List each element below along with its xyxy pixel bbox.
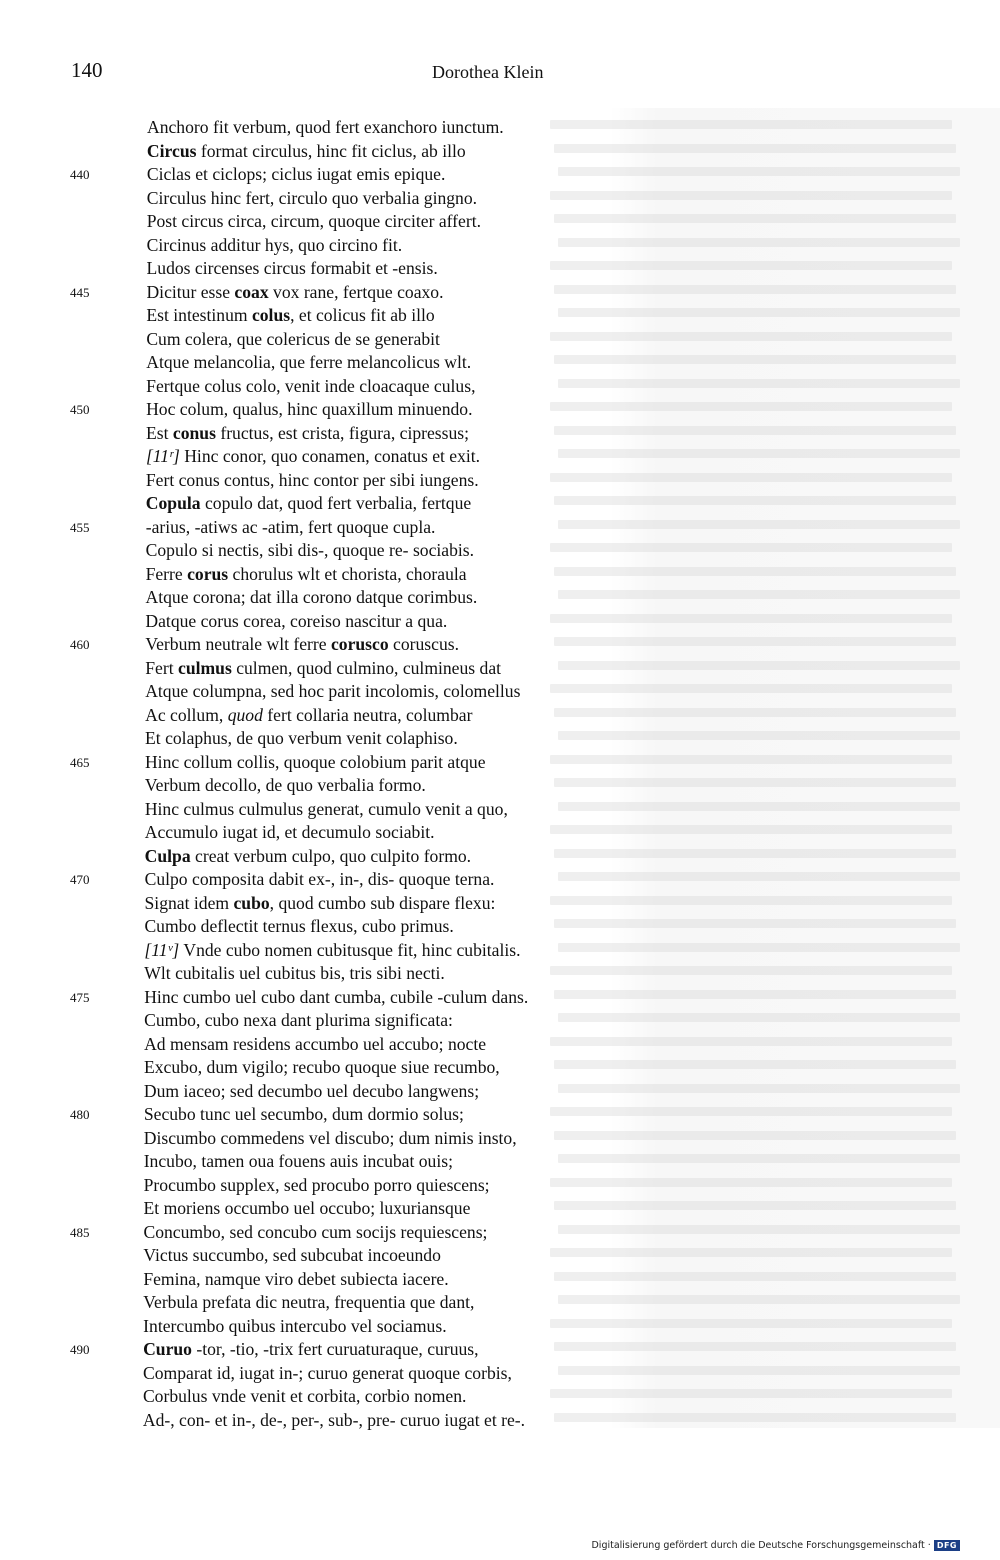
- text-run: Signat idem: [144, 892, 234, 913]
- line-number: 485: [70, 1224, 90, 1240]
- lemma-bold: Copula: [145, 493, 201, 513]
- text-run: coruscus.: [388, 634, 459, 654]
- verse-line: [0, 140, 1000, 164]
- lemma-bold: cubo: [233, 892, 270, 913]
- verse-line: [0, 422, 1000, 446]
- line-number: 460: [70, 637, 90, 652]
- verse-line: [0, 868, 1000, 892]
- verse-text-line: [147, 140, 466, 164]
- verse-text-line: [143, 1291, 474, 1315]
- text-run: , et colicus fit ab illo: [290, 305, 435, 325]
- line-number: 465: [70, 754, 90, 770]
- text-run: Incubo, tamen oua fouens auis incubat ouis;: [143, 1151, 453, 1171]
- verse-text-line: [145, 892, 496, 916]
- text-run: Est: [146, 422, 173, 443]
- text-run: Hoc colum, qualus, hinc quaxillum minuendo.: [146, 399, 473, 419]
- verse-line: [0, 1268, 1000, 1292]
- line-number: 450: [70, 402, 90, 417]
- verse-text-line: [146, 375, 475, 399]
- verse-line: [0, 516, 1000, 540]
- verse-line: [0, 304, 1000, 328]
- text-run: Ciclas et ciclops; ciclus iugat emis epique.: [146, 164, 446, 184]
- text-run: Dicitur esse: [146, 281, 235, 302]
- verse-text-line: [146, 516, 436, 540]
- text-run: Anchoro fit verbum, quod fert exanchoro iunctum.: [147, 117, 504, 137]
- verse-line: [0, 1197, 1000, 1221]
- verse-line: [0, 1338, 1000, 1362]
- verse-text-line: [146, 492, 471, 516]
- text-run: Ac collum,: [145, 704, 228, 725]
- italic-note: quod: [227, 704, 263, 725]
- text-run: Dum iaceo; sed decumbo uel decubo langwens;: [143, 1080, 480, 1101]
- verse-text-line: [144, 1009, 453, 1033]
- text-run: Ad-, con- et in-, de-, per-, sub-, pre- curuo iugat et re-.: [142, 1409, 526, 1430]
- verse-line: [0, 1009, 1000, 1033]
- verse-text-line: [143, 1362, 512, 1386]
- verse-text-line: [145, 751, 486, 775]
- text-run: Cumbo, cubo nexa dant plurima significata:: [144, 1010, 453, 1030]
- verse-line: [0, 704, 1000, 728]
- verse-line: [0, 1315, 1000, 1339]
- verse-text-line: [147, 163, 446, 187]
- text-run: Secubo tunc uel secumbo, dum dormio solus;: [143, 1104, 464, 1124]
- italic-note: [11ʳ]: [145, 446, 180, 466]
- verse-text-line: [143, 1409, 525, 1433]
- lemma-bold: Culpa: [144, 845, 191, 866]
- verse-text-line: [146, 469, 479, 493]
- text-run: Atque columpna, sed hoc parit incolomis, colomellus: [145, 681, 521, 701]
- verse-line: [0, 1033, 1000, 1057]
- text-run: Atque melancolia, que ferre melancolicus wlt.: [146, 352, 472, 372]
- verse-line: [0, 469, 1000, 493]
- text-run: -tor, -tio, -trix fert curuaturaque, curuus,: [191, 1339, 479, 1359]
- verse-line: [0, 257, 1000, 281]
- text-run: Hinc cumbo uel cubo dant cumba, cubile -culum dans.: [144, 986, 529, 1007]
- verse-text-line: [144, 1174, 490, 1198]
- verse-text-line: [146, 422, 469, 446]
- text-run: Circulus hinc fert, circulo quo verbalia gingno.: [146, 187, 478, 208]
- verse-text-line: [145, 657, 501, 681]
- verse-line: [0, 1409, 1000, 1433]
- verse-text-line: [147, 234, 403, 258]
- verse-text-line: [146, 445, 480, 469]
- text-run: Verbula prefata dic neutra, frequentia que dant,: [143, 1292, 475, 1312]
- text-run: format circulus, hinc fit ciclus, ab illo: [196, 140, 466, 161]
- verse-line: [0, 163, 1000, 187]
- text-run: Ludos circenses circus formabit et -ensis.: [146, 258, 438, 278]
- running-head: Dorothea Klein: [432, 62, 544, 82]
- verse-line: [0, 680, 1000, 704]
- verse-text-line: [146, 586, 478, 610]
- verse-line: [0, 845, 1000, 869]
- text-run: Cumbo deflectit ternus flexus, cubo primus.: [144, 916, 454, 936]
- text-run: Et moriens occumbo uel occubo; luxuriansque: [143, 1198, 471, 1218]
- text-run: Verbum neutrale wlt ferre: [145, 634, 331, 654]
- verse-text-line: [145, 727, 458, 751]
- lemma-bold: culmus: [178, 657, 232, 678]
- verse-line: [0, 986, 1000, 1010]
- footer-credit: Digitalisierung gefördert durch die Deutsche Forschungsgemeinschaft · DFG: [591, 1540, 960, 1551]
- verse-line: [0, 281, 1000, 305]
- verse-line: [0, 351, 1000, 375]
- text-run: , quod cumbo sub dispare flexu:: [269, 892, 496, 913]
- line-number: 490: [70, 1342, 90, 1357]
- verse-line: [0, 1244, 1000, 1268]
- verse-text-line: [143, 1338, 478, 1362]
- text-run: Circinus additur hys, quo circino fit.: [146, 234, 403, 255]
- verse-text-line: [146, 351, 471, 375]
- verse-line: [0, 633, 1000, 657]
- verse-text-line: [145, 821, 435, 845]
- verse-line: [0, 798, 1000, 822]
- text-run: Hinc culmus culmulus generat, cumulo venit a quo,: [144, 798, 508, 819]
- verse-line: [0, 563, 1000, 587]
- verse-text-line: [145, 774, 426, 798]
- verse-line: [0, 1080, 1000, 1104]
- text-run: Hinc collum collis, quoque colobium parit atque: [144, 751, 486, 772]
- verse-text-line: [146, 398, 472, 422]
- verse-line: [0, 1174, 1000, 1198]
- verse-text-line: [147, 187, 477, 211]
- verse-text-line: [144, 1127, 517, 1151]
- verse-line: [0, 1362, 1000, 1386]
- verse-text-line: [146, 539, 474, 563]
- verse-text-line: [147, 257, 438, 281]
- verse-line: [0, 821, 1000, 845]
- text-run: Fert: [145, 657, 179, 678]
- text-run: Wlt cubitalis uel cubitus bis, tris sibi necti.: [144, 963, 445, 983]
- text-run: Et colaphus, de quo verbum venit colaphiso.: [145, 728, 458, 748]
- verse-text-line: [143, 1268, 448, 1292]
- text-run: fert collaria neutra, columbar: [262, 704, 473, 725]
- text-run: Discumbo commedens vel discubo; dum nimis insto,: [143, 1127, 517, 1148]
- verse-text-line: [143, 1315, 446, 1339]
- verse-line: [0, 234, 1000, 258]
- verse-line: [0, 1291, 1000, 1315]
- verse-line: [0, 375, 1000, 399]
- line-number: 475: [70, 989, 90, 1005]
- verse-line: [0, 1150, 1000, 1174]
- verse-text-line: [146, 304, 434, 328]
- verse-text-line: [144, 962, 445, 986]
- verse-line: [0, 1056, 1000, 1080]
- verse-line: [0, 398, 1000, 422]
- verse-text-line: [144, 1033, 486, 1057]
- text-run: Cum colera, que colericus de se generabit: [146, 328, 440, 349]
- verse-line: [0, 751, 1000, 775]
- verse-text-line: [144, 915, 453, 939]
- text-run: Intercumbo quibus intercubo vel sociamus.: [143, 1315, 447, 1336]
- verse-text-line: [146, 281, 443, 305]
- verse-text-line: [144, 986, 528, 1010]
- verse-line: [0, 657, 1000, 681]
- text-run: Post circus circa, circum, quoque circiter affert.: [146, 211, 481, 231]
- text-run: Fert conus contus, hinc contor per sibi iungens.: [145, 469, 479, 490]
- verse-line: [0, 539, 1000, 563]
- verse-line: [0, 1127, 1000, 1151]
- footer-text: Digitalisierung gefördert durch die Deutsche Forschungsgemeinschaft: [591, 1540, 925, 1551]
- text-run: Hinc conor, quo conamen, conatus et exit.: [179, 446, 481, 466]
- text-run: Accumulo iugat id, et decumulo sociabit.: [144, 822, 435, 842]
- text-run: vox rane, fertque coaxo.: [268, 281, 444, 302]
- verse-text-line: [145, 845, 471, 869]
- lemma-bold: Curuo: [143, 1339, 192, 1359]
- text-run: Victus succumbo, sed subcubat incoeundo: [143, 1245, 441, 1265]
- text-run: Vnde cubo nomen cubitusque fit, hinc cubitalis.: [179, 939, 521, 960]
- verse-text-line: [145, 680, 520, 704]
- text-run: -arius, -atiws ac -atim, fert quoque cupla.: [145, 516, 436, 537]
- verse-line: [0, 774, 1000, 798]
- text-run: Atque corona; dat illa corono datque corimbus.: [145, 587, 478, 607]
- line-number: 480: [70, 1107, 90, 1122]
- text-run: Procumbo supplex, sed procubo porro quiescens;: [143, 1174, 490, 1195]
- text-run: fructus, est crista, figura, cipressus;: [215, 422, 470, 443]
- lemma-bold: colus: [251, 305, 291, 325]
- lemma-bold: coax: [234, 281, 269, 302]
- verse-line: [0, 445, 1000, 469]
- line-number: 455: [70, 519, 90, 535]
- text-run: Ad mensam residens accumbo uel accubo; nocte: [144, 1033, 487, 1054]
- dfg-logo: DFG: [934, 1540, 960, 1551]
- verse-text-line: [147, 116, 504, 140]
- line-number: 470: [70, 872, 90, 887]
- text-run: Copulo si nectis, sibi dis-, quoque re- sociabis.: [145, 540, 475, 560]
- text-run: Comparat id, iugat in-; curuo generat quoque corbis,: [143, 1362, 512, 1383]
- verse-text-line: [145, 610, 447, 634]
- verse-text-line: [145, 633, 459, 657]
- lemma-bold: corusco: [330, 634, 389, 654]
- text-run: creat verbum culpo, quo culpito formo.: [190, 845, 472, 866]
- verse-text-line: [143, 1221, 487, 1245]
- text-run: copulo dat, quod fert verbalia, fertque: [200, 493, 472, 513]
- verse-text-line: [144, 1056, 500, 1080]
- verse-text-line: [144, 1103, 464, 1127]
- verse-text-line: [147, 210, 481, 234]
- verse-line: [0, 1385, 1000, 1409]
- line-number: 440: [70, 167, 90, 182]
- verse-text-line: [145, 798, 508, 822]
- text-run: chorulus wlt et chorista, choraula: [228, 563, 467, 584]
- verse-line: [0, 939, 1000, 963]
- verse-line: [0, 727, 1000, 751]
- lemma-bold: corus: [187, 563, 229, 584]
- verse-line: [0, 492, 1000, 516]
- line-number: 445: [70, 284, 90, 300]
- verse-line: [0, 892, 1000, 916]
- verse-line: [0, 187, 1000, 211]
- verse-text: [0, 116, 1000, 1432]
- text-run: Excubo, dum vigilo; recubo quoque siue recumbo,: [144, 1057, 500, 1077]
- verse-line: [0, 610, 1000, 634]
- page-number: 140: [71, 58, 103, 82]
- verse-text-line: [144, 1080, 479, 1104]
- text-run: Concumbo, sed concubo cum socijs requiescens;: [143, 1221, 488, 1242]
- italic-note: [11ᵛ]: [144, 939, 180, 960]
- lemma-bold: Circus: [146, 140, 197, 161]
- verse-text-line: [144, 1197, 471, 1221]
- text-run: Ferre: [145, 563, 188, 584]
- verse-line: [0, 915, 1000, 939]
- text-run: Datque corus corea, coreiso nascitur a qua.: [145, 610, 448, 631]
- verse-text-line: [146, 328, 440, 352]
- verse-text-line: [143, 1244, 441, 1268]
- verse-text-line: [144, 1150, 453, 1174]
- verse-line: [0, 962, 1000, 986]
- text-run: Femina, namque viro debet subiecta iacere.: [143, 1268, 449, 1289]
- verse-line: [0, 586, 1000, 610]
- verse-line: [0, 210, 1000, 234]
- text-run: Est intestinum: [146, 305, 252, 325]
- text-run: Culpo composita dabit ex-, in-, dis- quoque terna.: [144, 869, 495, 889]
- text-run: Verbum decollo, de quo verbalia formo.: [144, 775, 426, 795]
- verse-text-line: [144, 939, 520, 963]
- verse-line: [0, 1221, 1000, 1245]
- verse-text-line: [145, 704, 472, 728]
- verse-text-line: [143, 1385, 466, 1409]
- text-run: Fertque colus colo, venit inde cloacaque culus,: [146, 375, 476, 396]
- lemma-bold: conus: [172, 422, 216, 443]
- verse-text-line: [145, 868, 495, 892]
- verse-line: [0, 116, 1000, 140]
- text-run: culmen, quod culmino, culmineus dat: [231, 657, 502, 678]
- verse-text-line: [146, 563, 467, 587]
- verse-line: [0, 1103, 1000, 1127]
- text-run: Corbulus vnde venit et corbita, corbio nomen.: [142, 1386, 467, 1406]
- verse-line: [0, 328, 1000, 352]
